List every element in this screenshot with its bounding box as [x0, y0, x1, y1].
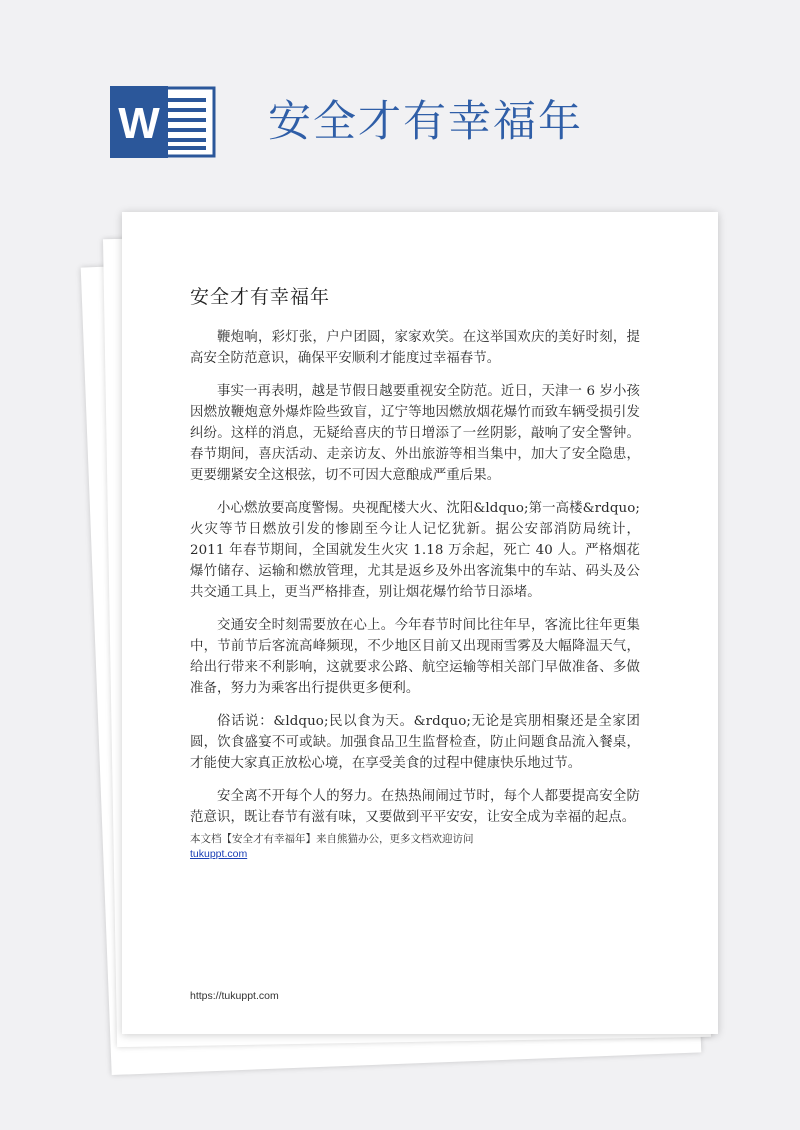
source-note: 本文档【安全才有幸福年】来自熊猫办公，更多文档欢迎访问 — [190, 833, 474, 845]
paragraph-1: 鞭炮响，彩灯张，户户团圆，家家欢笑。在这举国欢庆的美好时刻，提高安全防范意识，确保平安顺利才能度过幸福春节。 — [190, 330, 640, 366]
document-page — [122, 212, 718, 1034]
paragraph-3: 小心燃放要高度警惕。央视配楼大火、沈阳&ldquo;第一高楼&rdquo;火灾等节日燃放引发的惨剧至今让人记忆犹新。据公安部消防局统计，2011 年春节期间，全国就发生火灾 1.18 万余起，死亡 40 人。严格烟花爆竹储存、运输和燃放管理，尤其是返乡及外出客流集中的车站、码头及公共交通工具上，更当严格排查，别让烟花爆竹给节日添堵。 — [190, 501, 640, 600]
source-link[interactable]: tukuppt.com — [190, 848, 248, 860]
header — [0, 0, 800, 210]
logo-letter: W — [118, 99, 160, 148]
header-title: 安全才有幸福年 — [268, 97, 583, 147]
document-body — [190, 327, 640, 861]
paragraph-2: 事实一再表明，越是节假日越要重视安全防范。近日，天津一 6 岁小孩因燃放鞭炮意外爆炸险些致盲，辽宁等地因燃放烟花爆竹而致车辆受损引发纠纷。这样的消息，无疑给喜庆的节日增添了一丝阴影，敲响了安全警钟。春节期间，喜庆活动、走亲访友、外出旅游等相当集中，加大了安全隐患，更要绷紧安全这根弦，切不可因大意酿成严重后果。 — [190, 384, 640, 483]
document-title: 安全才有幸福年 — [190, 286, 331, 308]
word-doc-icon — [110, 82, 220, 162]
footer-url: https://tukuppt.com — [190, 990, 279, 1002]
paragraph-4: 交通安全时刻需要放在心上。今年春节时间比往年早，客流比往年更集中，节前节后客流高峰频现，不少地区目前又出现雨雪雾及大幅降温天气，给出行带来不利影响，这就要求公路、航空运输等相关部门早做准备、多做准备，努力为乘客出行提供更多便利。 — [190, 618, 640, 696]
paragraph-5: 俗话说：&ldquo;民以食为天。&rdquo;无论是宾朋相聚还是全家团圆，饮食盛宴不可或缺。加强食品卫生监督检查，防止问题食品流入餐桌，才能使大家真正放松心境，在享受美食的过程中健康快乐地过节。 — [190, 714, 640, 771]
paragraph-6: 安全离不开每个人的努力。在热热闹闹过节时，每个人都要提高安全防范意识，既让春节有滋有味，又要做到平平安安，让安全成为幸福的起点。 — [190, 789, 640, 825]
